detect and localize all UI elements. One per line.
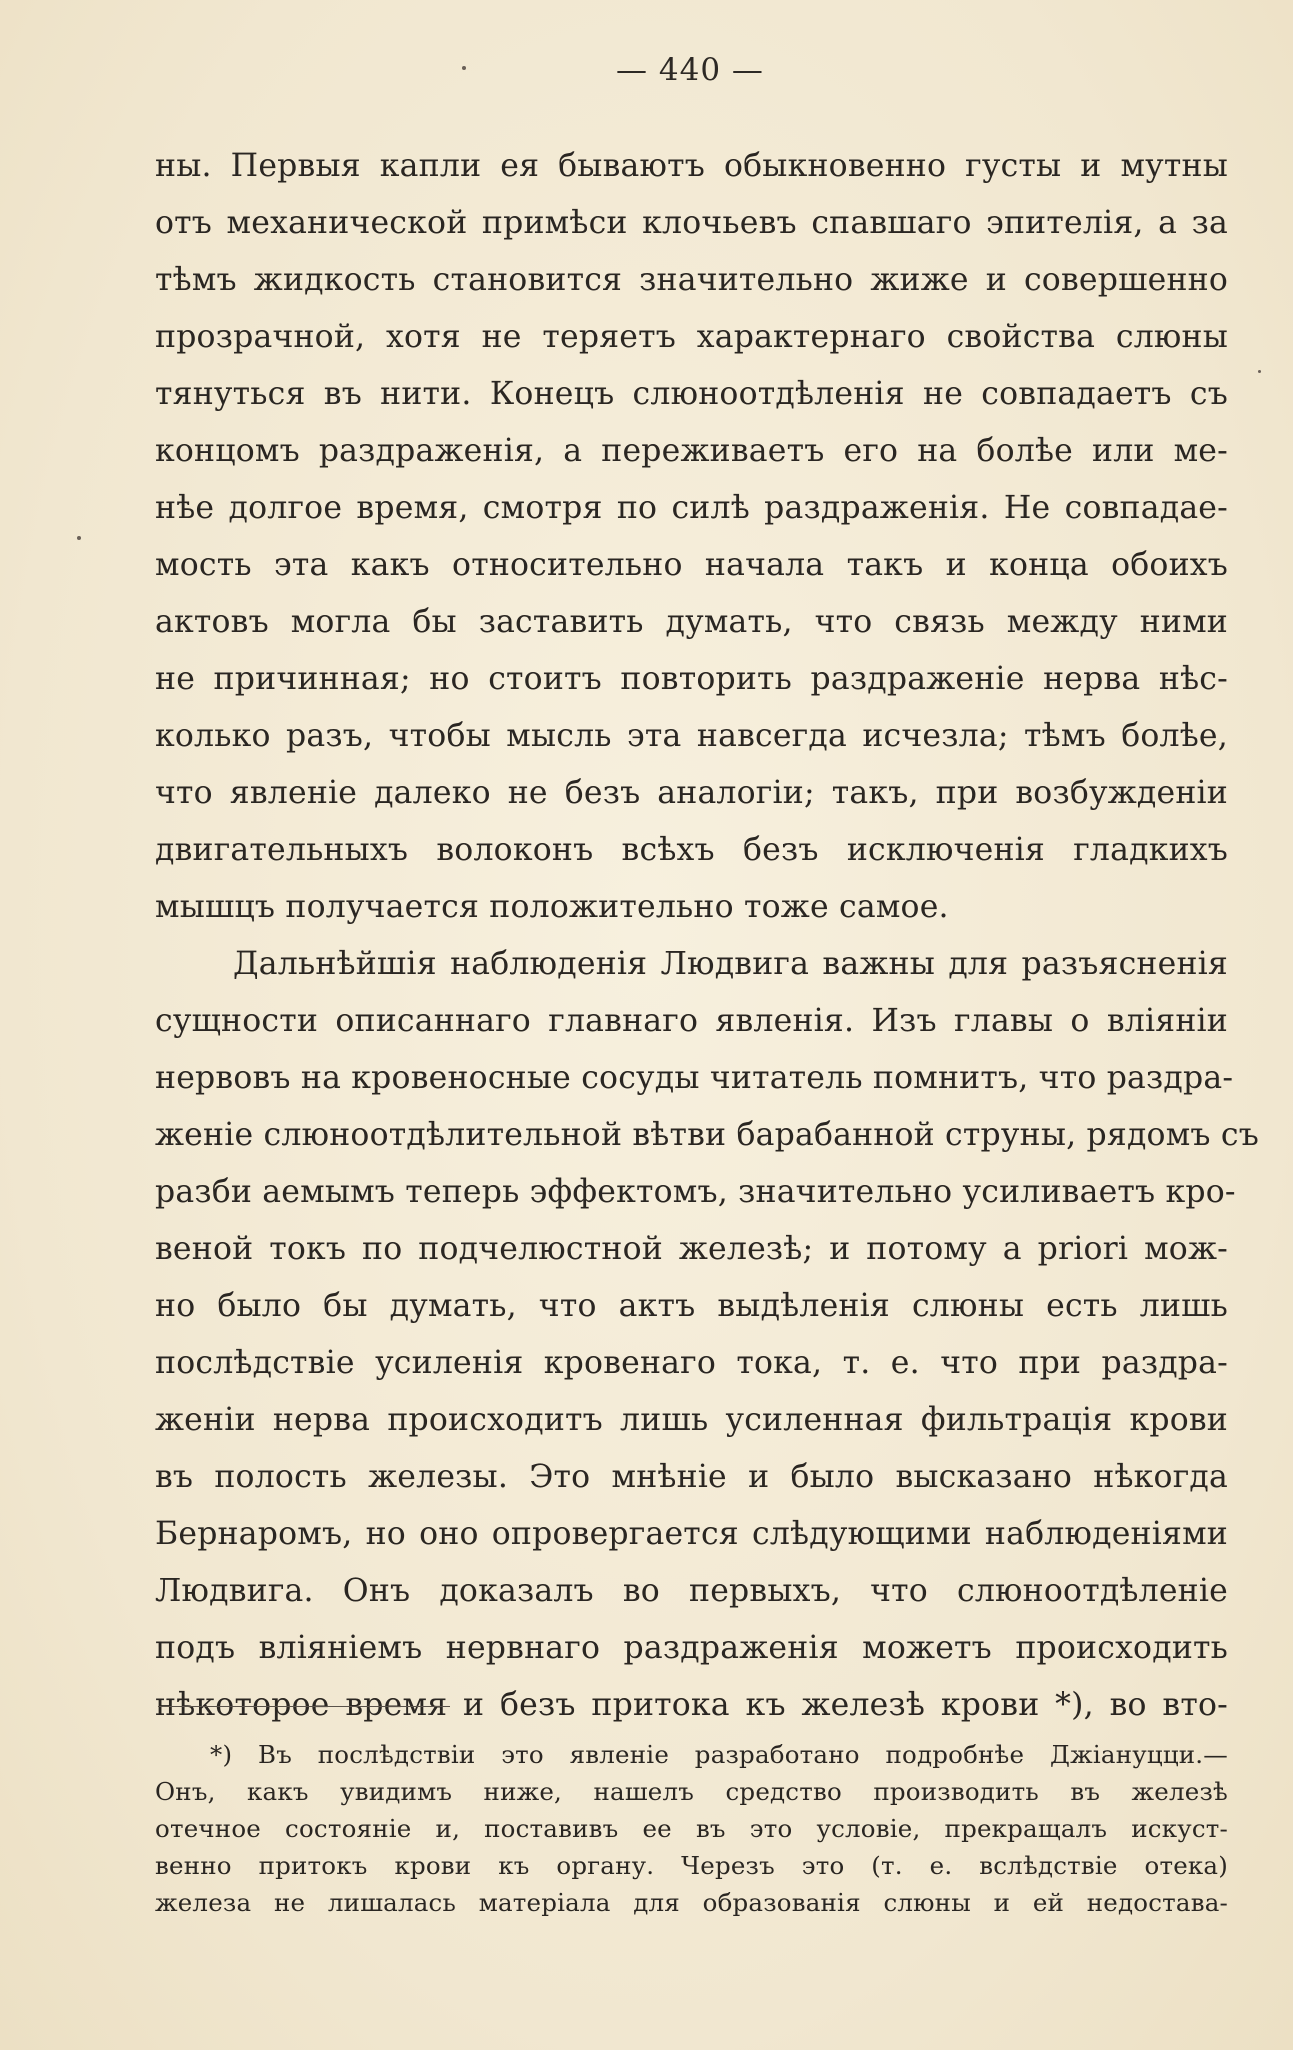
body-line: тѣмъ жидкость становится значительно жиже и совершенно bbox=[155, 262, 1228, 298]
paragraph-start-line: Дальнѣйшія наблюденія Людвига важны для разъясненія bbox=[233, 946, 1228, 982]
footnote-line: венно притокъ крови къ органу. Черезъ это (т. е. вслѣдствіе отека) bbox=[155, 1851, 1228, 1880]
body-line: отъ механической примѣси клочьевъ спавшаго эпителія, а за bbox=[155, 205, 1228, 241]
body-line: женіе слюноотдѣлительной вѣтви барабанной струны, рядомъ съ bbox=[155, 1117, 1259, 1153]
body-line: нѣкоторое время и безъ притока къ железѣ крови *), во вто- bbox=[155, 1687, 1228, 1723]
footnote-line: *) Въ послѣдствіи это явленіе разработано подробнѣе Джіануцци.— bbox=[210, 1740, 1228, 1769]
body-text bbox=[155, 138, 1259, 1734]
body-line: нѣе долгое время, смотря по силѣ раздраженія. Не совпадае- bbox=[155, 490, 1228, 526]
footnote bbox=[155, 1736, 1228, 1921]
body-line: разби аемымъ теперь эффектомъ, значительно усиливаетъ кро- bbox=[155, 1174, 1236, 1210]
body-line: Людвига. Онъ доказалъ во первыхъ, что слюноотдѣленіе bbox=[155, 1573, 1228, 1609]
body-line: колько разъ, чтобы мысль эта навсегда исчезла; тѣмъ болѣе, bbox=[155, 718, 1228, 754]
body-line: въ полость железы. Это мнѣніе и было высказано нѣкогда bbox=[155, 1459, 1228, 1495]
body-line: актовъ могла бы заставить думать, что связь между ними bbox=[155, 604, 1228, 640]
paragraph-end-line: мышцъ получается положительно тоже самое. bbox=[155, 889, 949, 925]
footnote-separator bbox=[158, 1706, 450, 1707]
print-speck bbox=[462, 66, 466, 70]
body-line: веной токъ по подчелюстной железѣ; и потому a priori мож- bbox=[155, 1231, 1228, 1267]
body-line: что явленіе далеко не безъ аналогіи; такъ, при возбужденіи bbox=[155, 775, 1228, 811]
print-speck bbox=[77, 536, 81, 540]
body-line: сущности описаннаго главнаго явленія. Изъ главы о вліяніи bbox=[155, 1003, 1228, 1039]
body-line: мость эта какъ относительно начала такъ и конца обоихъ bbox=[155, 547, 1228, 583]
body-line: тянуться въ нити. Конецъ слюноотдѣленія не совпадаетъ съ bbox=[155, 376, 1228, 412]
body-line: концомъ раздраженія, а переживаетъ его на болѣе или ме- bbox=[155, 433, 1228, 469]
body-line: нервовъ на кровеносные сосуды читатель помнитъ, что раздра- bbox=[155, 1060, 1234, 1096]
page-number: — 440 — bbox=[616, 52, 764, 88]
body-line: но было бы думать, что актъ выдѣленія слюны есть лишь bbox=[155, 1288, 1228, 1324]
body-line: ны. Первыя капли ея бываютъ обыкновенно густы и мутны bbox=[155, 148, 1228, 184]
body-line: подъ вліяніемъ нервнаго раздраженія можетъ происходить bbox=[155, 1630, 1228, 1666]
footnote-line: отечное состояніе и, поставивъ ее въ это условіе, прекращалъ искуст- bbox=[155, 1814, 1228, 1843]
footnote-line: Онъ, какъ увидимъ ниже, нашелъ средство производить въ железѣ bbox=[155, 1777, 1228, 1806]
body-line: женіи нерва происходитъ лишь усиленная фильтрація крови bbox=[155, 1402, 1228, 1438]
body-line: не причинная; но стоитъ повторить раздраженіе нерва нѣс- bbox=[155, 661, 1228, 697]
body-line: Бернаромъ, но оно опровергается слѣдующими наблюденіями bbox=[155, 1516, 1228, 1552]
body-line: прозрачной, хотя не теряетъ характернаго свойства слюны bbox=[155, 319, 1228, 355]
body-line: послѣдствіе усиленія кровенаго тока, т. е. что при раздра- bbox=[155, 1345, 1228, 1381]
footnote-line: железа не лишалась матеріала для образованія слюны и ей недостава- bbox=[155, 1888, 1228, 1917]
print-speck bbox=[1258, 370, 1261, 373]
body-line: двигательныхъ волоконъ всѣхъ безъ исключенія гладкихъ bbox=[155, 832, 1228, 868]
